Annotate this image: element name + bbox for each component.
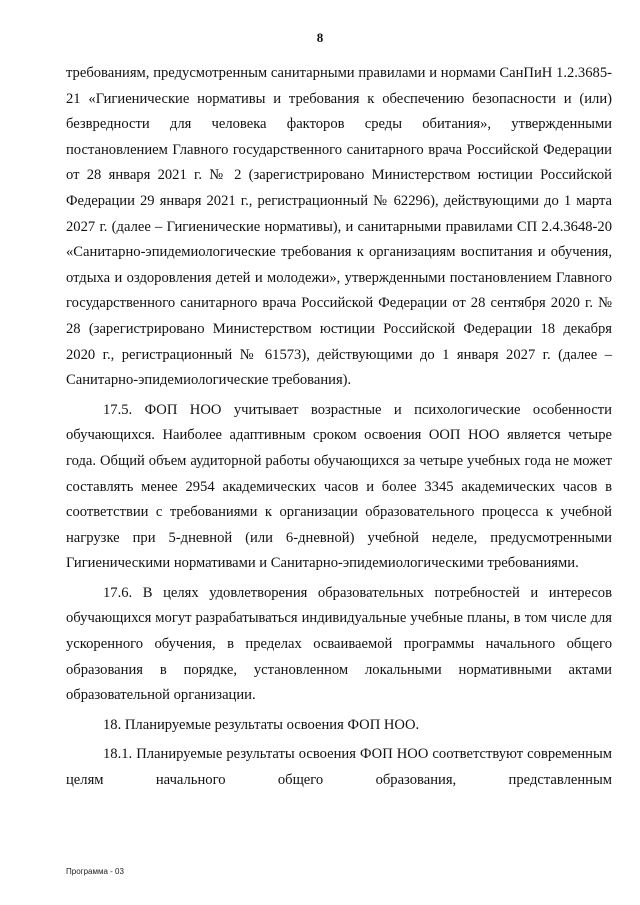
body-text (66, 61, 612, 794)
footer-label: Программа - 03 (66, 867, 124, 876)
section-heading-18: 18. Планируемые результаты освоения ФОП НОО. (103, 716, 420, 733)
paragraph-17-6: 17.6. В целях удовлетворения образовательных потребностей и интересов обучающихся могут разрабатываться индивидуальные учебные планы, в том числе для ускоренного обучения, в пределах осваиваемой программы начального общего образования в порядке, установленном локальными нормативными актами образовательной организации. (66, 584, 612, 704)
paragraph-17-5: 17.5. ФОП НОО учитывает возрастные и психологические особенности обучающихся. Наиболее адаптивным сроком освоения ООП НОО является четыре года. Общий объем аудиторной работы обучающихся за четыре учебных года не может составлять менее 2954 академических часов и более 3345 академических часов в соответствии с требованиями к организации образовательного процесса к учебной нагрузке при 5-дневной (или 6-дневной) учебной неделе, предусмотренными Гигиеническими нормативами и Санитарно-эпидемиологическими требованиями. (66, 401, 612, 572)
paragraph-continuation: требованиям, предусмотренным санитарными правилами и нормами СанПиН 1.2.3685-21 «Гигиенические нормативы и требования к обеспечению безопасности и (или) безвредности для человека факторов среды обитания», утвержденными постановлением Главного государственного санитарного врача Российской Федерации от 28 января 2021 г. № 2 (зарегистрировано Министерством юстиции Российской Федерации 29 января 2021 г., регистрационный № 62296), действующими до 1 марта 2027 г. (далее – Гигиенические нормативы), и санитарными правилами СП 2.4.3648-20 «Санитарно-эпидемиологические требования к организациям воспитания и обучения, отдыха и оздоровления детей и молодежи», утвержденными постановлением Главного государственного санитарного врача Российской Федерации от 28 сентября 2020 г. № 28 (зарегистрировано Министерством юстиции Российской Федерации 18 декабря 2020 г., регистрационный № 61573), действующими до 1 января 2027 г. (далее – Санитарно-эпидемиологические требования). (66, 65, 612, 389)
page-number: 8 (316, 30, 324, 45)
paragraph-18-1: 18.1. Планируемые результаты освоения ФОП НОО соответствуют современным целям начального общего образования, представленным (66, 746, 612, 789)
